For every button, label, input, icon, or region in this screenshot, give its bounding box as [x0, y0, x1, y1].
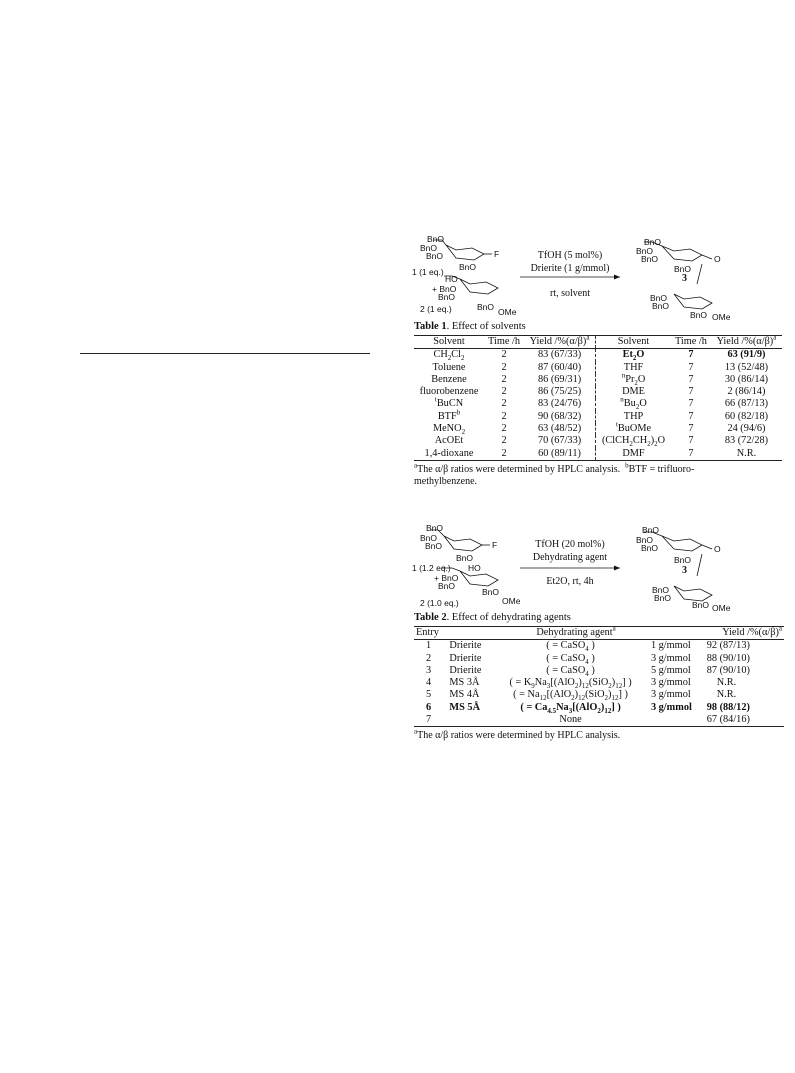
table2-cell: Drierite: [449, 652, 482, 664]
table1-cell: Toluene: [432, 361, 466, 373]
svg-text:BnO: BnO: [420, 533, 438, 543]
table1-cell: 63 (48/52): [537, 423, 582, 435]
scheme2-acceptor-label: 2 (1.0 eq.): [420, 598, 459, 608]
table1-cell: THP: [596, 411, 671, 423]
svg-text:BnO: BnO: [420, 243, 438, 253]
table1-cell: BTF$^b$: [437, 408, 461, 422]
scheme2-product-label: 3: [682, 565, 687, 576]
scheme-2: [412, 522, 782, 612]
table2-cell: 3 g/mmol: [650, 689, 691, 701]
table1-cell: $CH_2Cl_2$: [433, 349, 465, 363]
scheme2-conditions: Et2O, rt, 4h: [546, 576, 594, 587]
table2-header-entry: Entry: [416, 627, 439, 638]
svg-text:BnO: BnO: [652, 585, 670, 595]
table2-cell: ( = CaSO$_4$ ): [546, 664, 595, 678]
table-row: [414, 702, 784, 714]
table1-caption-text: . Effect of solvents: [446, 321, 526, 332]
table1-cell: 87 (60/40): [537, 361, 582, 373]
svg-text:BnO: BnO: [650, 293, 668, 303]
table2-cell: ( = $Ca_{4.5}Na_3[(AlO_2)_{12}]$ ): [520, 701, 621, 715]
svg-text:BnO: BnO: [636, 535, 654, 545]
scheme1-acceptor-label: 2 (1 eq.): [420, 304, 452, 314]
table2-cell: 6: [426, 701, 432, 713]
table1-footnote-line1: $^a$The α/β ratios were determined by HPLC analysis. $^b$BTF = trifluoro-: [414, 461, 695, 475]
table2-grid: [414, 626, 784, 727]
table2-cell: 67 (84/16): [706, 714, 750, 726]
scheme1-product-label: 3: [682, 273, 687, 284]
table2-cell: ( = CaSO$_4$ ): [546, 652, 595, 666]
scheme2-reagent-mid: Dehydrating agent: [532, 552, 608, 563]
table1-cell: DME: [596, 386, 671, 398]
svg-text:BnO: BnO: [692, 600, 710, 610]
scheme-2-drawing: [412, 522, 782, 612]
table2-caption-label: Table 2: [414, 612, 447, 623]
table-row: [414, 349, 782, 362]
table1-cell: N.R.: [736, 447, 757, 459]
table-row: [414, 362, 782, 374]
table1-header-time-2: Time /h: [674, 336, 707, 347]
table2-cell: MS 5Å: [449, 701, 481, 713]
svg-text:HO: HO: [445, 274, 458, 284]
table1-cell: $Et_2O$: [596, 349, 671, 362]
svg-text:BnO: BnO: [642, 525, 660, 535]
table1-caption-label: Table 1: [414, 321, 447, 332]
table1-cell: 60 (89/11): [538, 447, 581, 459]
svg-text:BnO: BnO: [674, 555, 692, 565]
table1-header-time: Time /h: [488, 336, 520, 347]
svg-text:BnO: BnO: [425, 541, 443, 551]
table1-cell: 2: [501, 349, 507, 361]
table1-cell: 83 (24/76): [537, 398, 582, 410]
svg-text:BnO: BnO: [482, 587, 500, 597]
table-row: [414, 677, 784, 689]
table-row: [414, 653, 784, 665]
table1-cell: 7: [688, 373, 694, 385]
table1-header-solvent: Solvent: [433, 336, 465, 347]
table1-cell: 83 (72/28): [724, 435, 769, 447]
svg-text:+ BnO: + BnO: [434, 573, 459, 583]
table1-header-solvent-2: Solvent: [596, 336, 671, 349]
svg-text:BnO: BnO: [654, 593, 672, 603]
table1-cell: 90 (68/32): [537, 410, 582, 422]
table2-cell: 4: [426, 677, 432, 689]
svg-text:F: F: [492, 540, 498, 550]
table2-cell: ( = $K_9Na_3[(AlO_2)_{12}(SiO_2)_{12}]$ ): [509, 677, 632, 691]
scheme1-reagent-mid: Drierite (1 g/mmol): [530, 263, 610, 274]
svg-text:BnO: BnO: [641, 543, 659, 553]
table1-header-yield: Yield $/\%(\alpha/\beta)^a$: [529, 333, 590, 347]
table1-footnote: [414, 461, 782, 488]
scheme-1-drawing: [412, 232, 782, 320]
table2-cell: 3: [426, 664, 432, 676]
table-row: [414, 386, 782, 398]
table1: [414, 335, 782, 488]
table-row: [414, 640, 784, 653]
table1-cell: 2: [501, 373, 507, 385]
scheme-1: [412, 232, 782, 320]
table-row: [414, 423, 782, 435]
svg-text:OMe: OMe: [712, 312, 731, 320]
table2-cell: 7: [426, 714, 432, 726]
svg-text:BnO: BnO: [426, 251, 444, 261]
table1-cell: 7: [688, 349, 694, 361]
table2-cell: N.R.: [716, 689, 737, 701]
table1-cell: 86 (69/31): [537, 373, 582, 385]
scheme1-reagent-top: TfOH (5 mol%): [537, 250, 603, 261]
table2-header-row: [414, 627, 784, 640]
scheme2-donor-label: 1 (1.2 eq.): [412, 563, 451, 573]
table1-cell: $^t$BuCN: [434, 396, 464, 410]
table1-cell: 7: [688, 447, 694, 459]
table2-cell: Drierite: [449, 640, 482, 652]
svg-text:BnO: BnO: [644, 237, 662, 247]
table2-cell: ( = $Na_{12}[(AlO_2)_{12}(SiO_2)_{12}]$ ): [513, 689, 628, 703]
left-column-rule: [80, 353, 370, 354]
table2-cell: 1 g/mmol: [650, 640, 691, 652]
table1-cell: AcOEt: [434, 435, 464, 447]
scheme2-reagent-top: TfOH (20 mol%): [535, 539, 605, 550]
table-row: [414, 665, 784, 677]
svg-text:BnO: BnO: [690, 310, 708, 320]
table2-cell: 3 g/mmol: [650, 701, 692, 713]
svg-text:BnO: BnO: [652, 301, 670, 311]
table1-caption: [414, 321, 526, 332]
table1-cell: 83 (67/33): [537, 349, 582, 361]
table1-cell: 13 (52/48): [724, 361, 769, 373]
table-row: [414, 435, 782, 447]
table2-cell: N.R.: [716, 677, 737, 689]
svg-text:BnO: BnO: [477, 302, 495, 312]
table1-cell: $^nPr_2O$: [596, 374, 671, 386]
table1-cell: 2: [501, 410, 507, 422]
table2-cell: [447, 714, 492, 727]
svg-text:O: O: [714, 544, 721, 554]
table-row: [414, 714, 784, 727]
svg-text:F: F: [494, 249, 500, 259]
table2-cell: 1: [426, 640, 432, 652]
table1-cell: THF: [596, 362, 671, 374]
table2-header-yield: Yield $/\%(\alpha/\beta)^a$: [722, 624, 782, 638]
table1-header-row: [414, 336, 782, 349]
svg-text:O: O: [714, 254, 721, 264]
table1-cell: 24 (94/6): [727, 423, 766, 435]
table2-cell: [649, 714, 705, 727]
svg-text:OMe: OMe: [712, 603, 731, 612]
table1-cell: 66 (87/13): [724, 398, 769, 410]
table2-cell: 88 (90/10): [706, 652, 750, 664]
table2-cell: ( = CaSO$_4$ ): [546, 640, 595, 654]
table1-cell: 7: [688, 398, 694, 410]
table1-cell: 2: [501, 398, 507, 410]
table2-cell: 3 g/mmol: [650, 677, 691, 689]
table-row: [414, 398, 782, 410]
table2: [414, 626, 784, 742]
table-row: [414, 448, 782, 461]
table2-cell: MS 3Å: [449, 677, 480, 689]
table2-cell: 5 g/mmol: [650, 664, 691, 676]
svg-text:OMe: OMe: [502, 596, 521, 606]
table1-cell: $^nBu_2O$: [596, 398, 671, 410]
svg-text:+ BnO: + BnO: [432, 284, 457, 294]
table1-cell: fluorobenzene: [419, 386, 479, 398]
table1-cell: $^t$BuOMe: [596, 423, 671, 435]
table2-cell: Drierite: [449, 664, 482, 676]
table2-cell: 5: [426, 689, 432, 701]
table2-caption-text: . Effect of dehydrating agents: [446, 612, 571, 623]
scheme1-conditions: rt, solvent: [550, 288, 590, 299]
table1-cell: 2 (86/14): [727, 386, 766, 398]
table1-cell: 2: [501, 447, 507, 459]
table2-footnote: $^a$The α/β ratios were determined by HPLC analysis.: [414, 728, 621, 742]
table1-cell: 63 (91/9): [727, 349, 766, 361]
table2-cell: MS 4Å: [449, 689, 480, 701]
table2-cell: 3 g/mmol: [650, 652, 691, 664]
table2-cell: None: [559, 714, 582, 726]
table1-cell: DMF: [596, 448, 671, 461]
table2-cell: 92 (87/13): [706, 640, 750, 652]
svg-text:BnO: BnO: [459, 262, 477, 272]
table2-cell: 2: [426, 652, 432, 664]
table1-cell: 86 (75/25): [537, 386, 582, 398]
svg-text:BnO: BnO: [426, 523, 444, 533]
table1-cell: 2: [501, 423, 507, 435]
table2-cell: 87 (90/10): [706, 664, 750, 676]
table1-cell: 7: [688, 423, 694, 435]
svg-text:HO: HO: [468, 563, 481, 573]
table1-cell: 7: [688, 435, 694, 447]
svg-text:BnO: BnO: [427, 234, 445, 244]
table-row: [414, 689, 784, 701]
scheme1-donor-label: 1 (1 eq.): [412, 267, 444, 277]
table1-cell: MeNO$_2$: [432, 423, 466, 437]
svg-text:BnO: BnO: [636, 246, 654, 256]
table1-cell: 2: [501, 386, 507, 398]
table1-grid: [414, 335, 782, 461]
svg-text:BnO: BnO: [438, 581, 456, 591]
table1-cell: $(ClCH_2CH_2)_2O$: [596, 435, 671, 447]
table1-cell: 30 (86/14): [724, 373, 769, 385]
table1-header-yield-2: Yield $/\%(\alpha/\beta)^a$: [716, 333, 777, 347]
table1-cell: 7: [688, 361, 694, 373]
table1-cell: Benzene: [431, 373, 467, 385]
table1-cell: 2: [501, 361, 507, 373]
svg-text:OMe: OMe: [498, 307, 517, 317]
table1-cell: 2: [501, 435, 507, 447]
table1-cell: 7: [688, 410, 694, 422]
svg-text:BnO: BnO: [641, 254, 659, 264]
svg-text:BnO: BnO: [674, 264, 692, 274]
table2-cell: 98 (88/12): [706, 701, 750, 713]
table1-cell: 70 (67/33): [537, 435, 582, 447]
table2-caption: [414, 612, 571, 623]
table-row: [414, 411, 782, 423]
svg-text:BnO: BnO: [456, 553, 474, 563]
table2-header-agent: Dehydrating agent$^a$: [536, 624, 616, 638]
table-row: [414, 374, 782, 386]
svg-text:BnO: BnO: [438, 292, 456, 302]
table1-footnote-line2: methylbenzene.: [414, 475, 478, 487]
table1-cell: 1,4-dioxane: [424, 447, 474, 459]
table1-cell: 60 (82/18): [724, 410, 769, 422]
table1-cell: 7: [688, 386, 694, 398]
